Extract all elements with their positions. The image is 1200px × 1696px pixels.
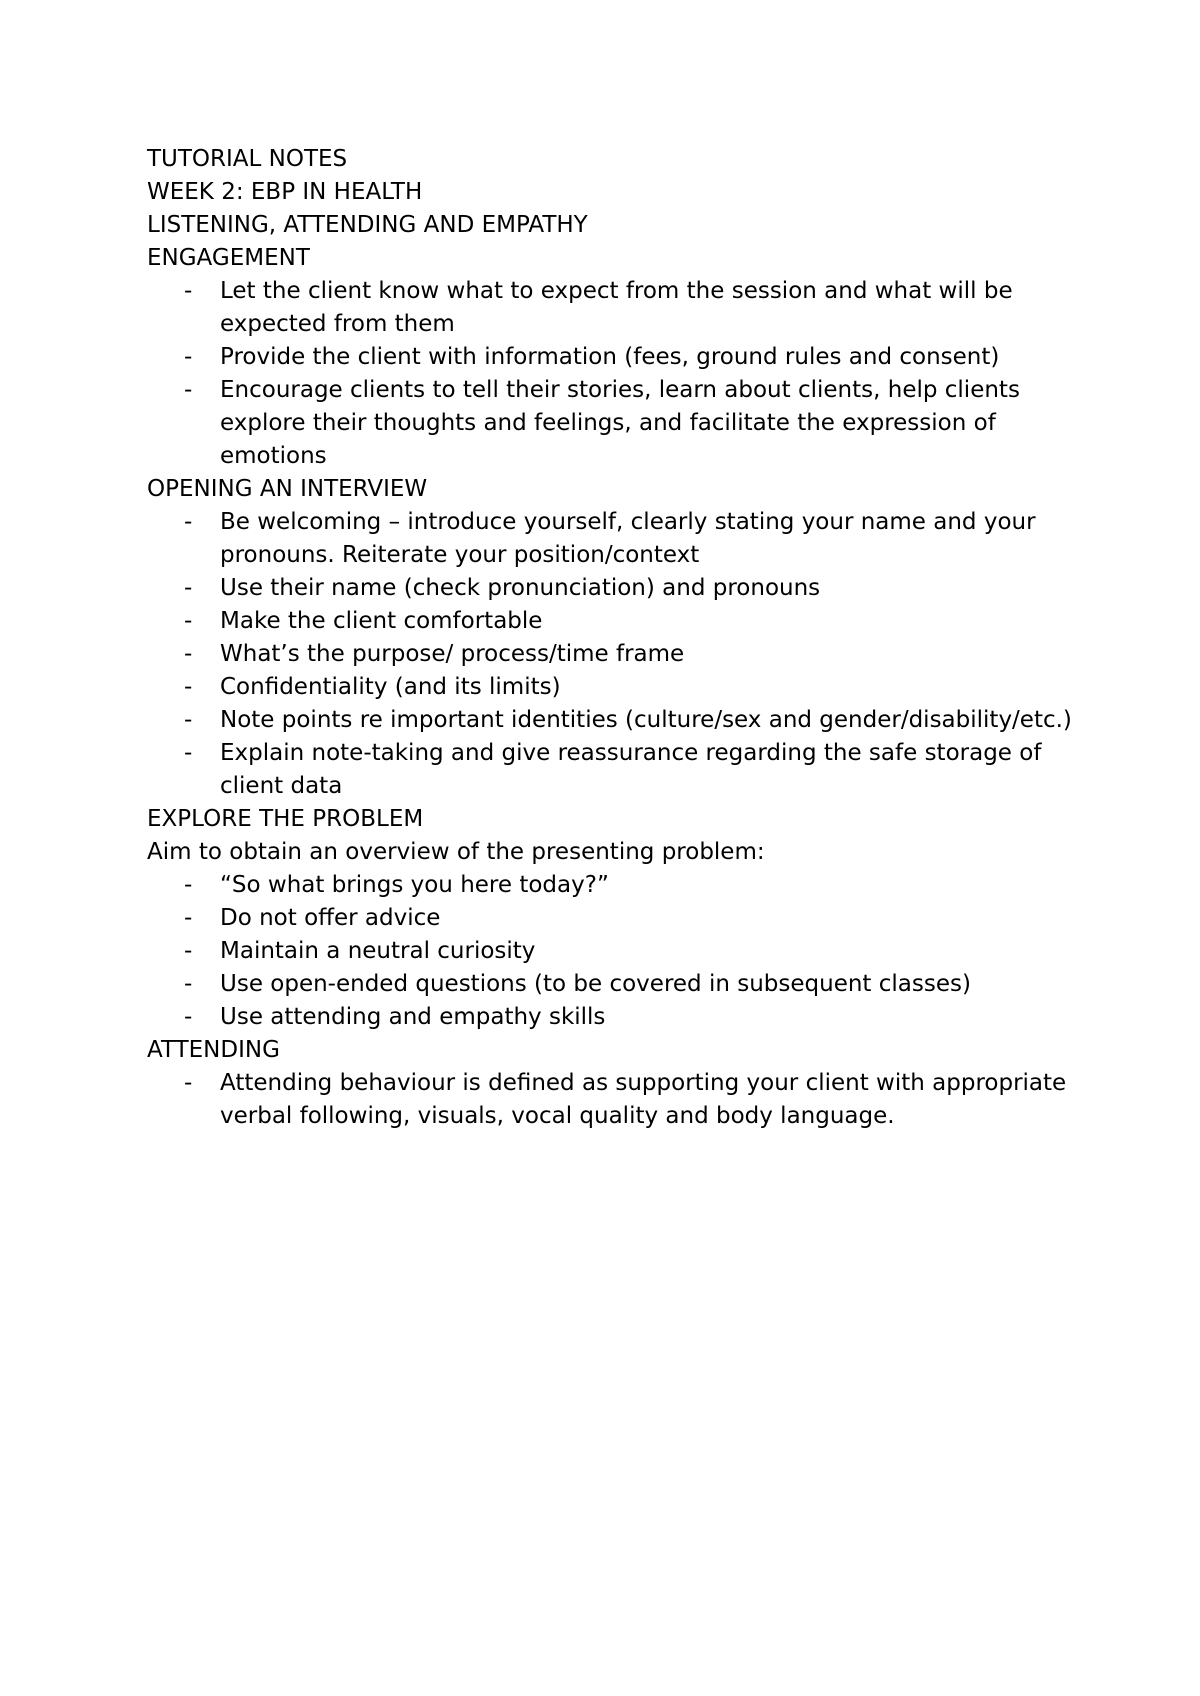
list-item-text: Explain note-taking and give reassurance regarding the safe storage of client data [220,740,1042,799]
list-item [147,935,1087,968]
list-item-text: What’s the purpose/ process/time frame [220,641,685,667]
opening-list [147,506,1087,803]
list-item [147,869,1087,902]
bullet-dash: - [184,344,193,370]
list-item-text: Provide the client with information (fees, ground rules and consent) [220,344,1000,370]
bullet-dash: - [184,674,193,700]
attending-list [147,1067,1087,1133]
bullet-dash: - [184,1004,193,1030]
list-item [147,341,1087,374]
list-item [147,506,1087,572]
explore-intro: Aim to obtain an overview of the presenting problem: [147,839,765,865]
list-item-text: Note points re important identities (culture/sex and gender/disability/etc.) [220,707,1072,733]
list-item-text: Make the client comfortable [220,608,543,634]
bullet-dash: - [184,872,193,898]
list-item [147,902,1087,935]
list-item-text: Do not offer advice [220,905,441,931]
section-heading-opening: OPENING AN INTERVIEW [147,476,428,502]
list-item [147,1067,1087,1133]
explore-list [147,869,1087,1034]
document-page [147,143,1087,1133]
document-title: TUTORIAL NOTES [147,146,348,172]
section-heading-engagement: ENGAGEMENT [147,245,310,271]
bullet-dash: - [184,740,193,766]
list-item-text: Maintain a neutral curiosity [220,938,536,964]
bullet-dash: - [184,905,193,931]
section-heading-attending: ATTENDING [147,1037,280,1063]
list-item [147,704,1087,737]
list-item [147,671,1087,704]
list-item-text: Be welcoming – introduce yourself, clearly stating your name and your pronouns. Reiterate your position/context [220,509,1036,568]
list-item [147,275,1087,341]
list-item [147,968,1087,1001]
list-item-text: Use open-ended questions (to be covered in subsequent classes) [220,971,971,997]
bullet-dash: - [184,1070,193,1096]
bullet-dash: - [184,938,193,964]
bullet-dash: - [184,377,193,403]
list-item-text: “So what brings you here today?” [220,872,609,898]
week-heading: WEEK 2: EBP IN HEALTH [147,179,423,205]
list-item-text: Encourage clients to tell their stories, learn about clients, help clients explore their thoughts and feelings, and facilitate the expression of emotions [220,377,1020,469]
list-item-text: Use attending and empathy skills [220,1004,606,1030]
bullet-dash: - [184,971,193,997]
bullet-dash: - [184,707,193,733]
bullet-dash: - [184,641,193,667]
list-item [147,605,1087,638]
engagement-list [147,275,1087,473]
list-item-text: Use their name (check pronunciation) and pronouns [220,575,821,601]
list-item-text: Confidentiality (and its limits) [220,674,561,700]
list-item [147,572,1087,605]
list-item [147,374,1087,473]
bullet-dash: - [184,608,193,634]
list-item [147,638,1087,671]
list-item [147,1001,1087,1034]
topic-heading: LISTENING, ATTENDING AND EMPATHY [147,212,588,238]
section-heading-explore: EXPLORE THE PROBLEM [147,806,424,832]
bullet-dash: - [184,278,193,304]
list-item-text: Let the client know what to expect from the session and what will be expected from them [220,278,1013,337]
list-item-text: Attending behaviour is defined as supporting your client with appropriate verbal following, visuals, vocal quality and body language. [220,1070,1067,1129]
list-item [147,737,1087,803]
bullet-dash: - [184,575,193,601]
bullet-dash: - [184,509,193,535]
